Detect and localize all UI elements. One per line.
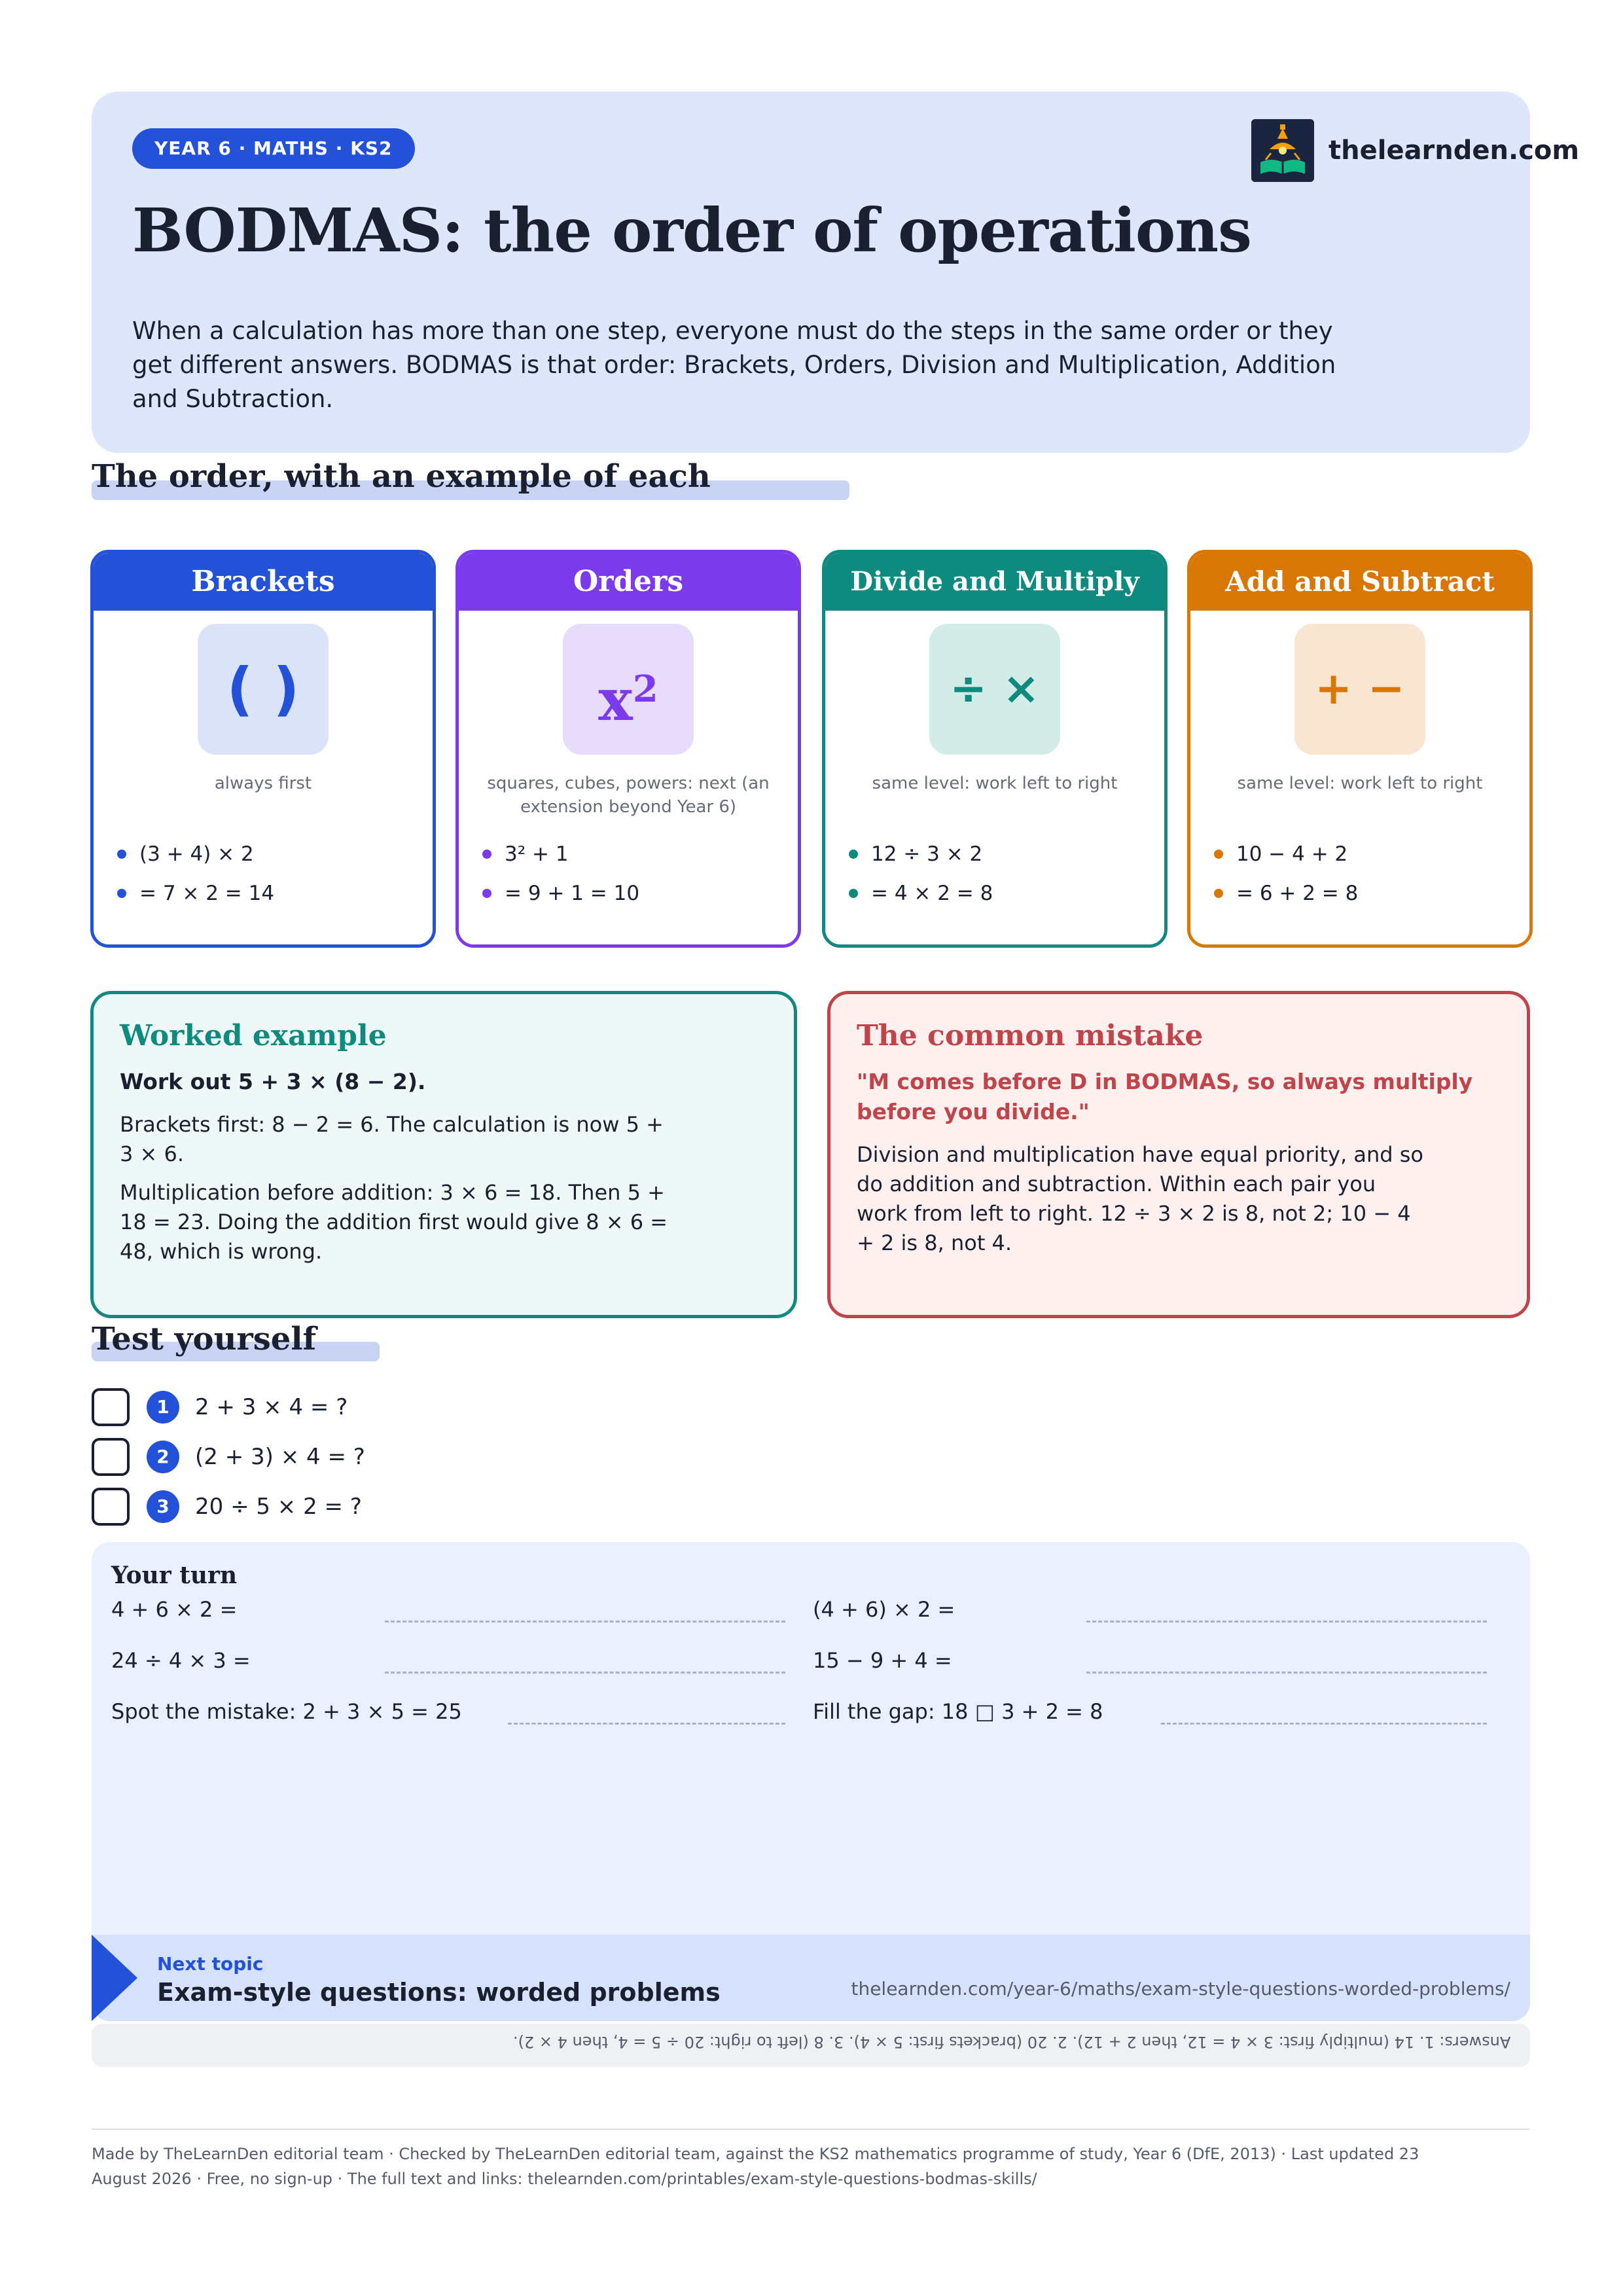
common-mistake-title: The common mistake <box>857 1019 1204 1052</box>
bullet-icon <box>1214 889 1223 898</box>
brand-name[interactable]: thelearnden.com <box>1329 135 1580 166</box>
header-panel <box>92 92 1580 453</box>
question-text: 20 ÷ 5 × 2 = ? <box>195 1494 362 1520</box>
footer-text: Made by TheLearnDen editorial team · Checked by TheLearnDen editorial team, against the KS2 mathematics programme of study, Year 6 (DfE, 2013) · Last updated 23 August 2026 · Free, no sign-up · The full text and links: thelearnden.com/printables/exam-style-questions-bodmas-skills/ <box>92 2145 1419 2188</box>
answer-line[interactable] <box>1161 1723 1487 1725</box>
card-note: squares, cubes, powers: next (an extension beyond Year 6) <box>487 774 770 817</box>
mistake-quote: "M comes before D in BODMAS, so always multiply before you divide." <box>857 1069 1473 1124</box>
page-title: BODMAS: the order of operations <box>132 195 1251 266</box>
your-turn-heading: Your turn <box>111 1562 238 1589</box>
answer-line[interactable] <box>385 1621 785 1623</box>
answer-line[interactable] <box>1086 1672 1487 1674</box>
next-topic-url[interactable]: thelearnden.com/year-6/maths/exam-style-questions-worded-problems/ <box>851 1978 1510 2000</box>
next-topic-banner[interactable] <box>92 1935 1530 2021</box>
answer-checkbox[interactable] <box>92 1488 130 1526</box>
order-section-heading: The order, with an example of each <box>92 458 711 495</box>
year-subject-badge: YEAR 6 · MATHS · KS2 <box>132 128 415 169</box>
question-text: (2 + 3) × 4 = ? <box>195 1444 365 1470</box>
lamp-book-logo-icon <box>1251 119 1314 182</box>
card-note: same level: work left to right <box>872 774 1118 793</box>
question-text: 2 + 3 × 4 = ? <box>195 1394 348 1420</box>
divide-multiply-icon: ÷ × <box>929 624 1060 755</box>
question-row <box>92 1487 362 1526</box>
footer-divider <box>92 2128 1530 2130</box>
answer-line[interactable] <box>1086 1621 1487 1623</box>
worked-example-title: Worked example <box>120 1019 387 1052</box>
list-item: = 7 × 2 = 14 <box>117 874 433 913</box>
brackets-icon: ( ) <box>198 624 329 755</box>
answer-line[interactable] <box>385 1672 785 1674</box>
list-item: 3² + 1 <box>482 834 798 874</box>
list-item: 12 ÷ 3 × 2 <box>849 834 1164 874</box>
worked-step-2: Multiplication before addition: 3 × 6 = 18. Then 5 + 18 = 23. Doing the addition first would give 8 × 6 = 48, which is wrong. <box>120 1180 668 1264</box>
card-divide-multiply <box>822 550 1168 948</box>
question-number: 1 <box>147 1391 179 1424</box>
card-title: Brackets <box>94 553 433 611</box>
arrow-right-icon <box>92 1935 137 2021</box>
intro-text: When a calculation has more than one step, everyone must do the steps in the same order or they get different answers. BODMAS is that order: Brackets, Orders, Division and Multiplication, Addition and Subtraction. <box>132 317 1336 413</box>
common-mistake-box <box>827 991 1530 1318</box>
bullet-icon <box>849 889 858 898</box>
bullet-icon <box>117 889 126 898</box>
question-row <box>92 1437 365 1477</box>
list-item: (3 + 4) × 2 <box>117 834 433 874</box>
bullet-icon <box>1214 850 1223 859</box>
exercise-item: Spot the mistake: 2 + 3 × 5 = 25 <box>111 1699 462 1724</box>
exercise-item: 15 − 9 + 4 = <box>813 1648 952 1673</box>
next-topic-title[interactable]: Exam-style questions: worded problems <box>157 1978 721 2007</box>
power-icon: $x^2$ <box>563 624 694 755</box>
answer-line[interactable] <box>508 1723 785 1725</box>
answers-text: Answers: 1. 14 (multiply first: 3 × 4 = 12, then 2 + 12). 2. 20 (brackets first: 5 × 4). 3. 8 (left to right: 20 ÷ 5 = 4, then 4 × 2). <box>512 2033 1510 2051</box>
list-item: = 4 × 2 = 8 <box>849 874 1164 913</box>
example-list <box>117 834 433 913</box>
exercise-item: 4 + 6 × 2 = <box>111 1597 238 1622</box>
example-list <box>849 834 1164 913</box>
your-turn-panel <box>92 1542 1530 1935</box>
plus-minus-icon: + − <box>1294 624 1425 755</box>
card-note: always first <box>214 774 312 793</box>
card-title: Add and Subtract <box>1190 553 1529 611</box>
card-brackets <box>90 550 436 948</box>
card-title: Orders <box>459 553 798 611</box>
question-number: 3 <box>147 1490 179 1523</box>
mistake-explanation: Division and multiplication have equal priority, and so do addition and subtraction. Within each pair you work from left to right. 12 ÷ 3 × 2 is 8, not 2; 10 − 4 + 2 is 8, not 4. <box>857 1142 1423 1255</box>
bullet-icon <box>482 889 491 898</box>
example-list <box>482 834 798 913</box>
exercise-item: 24 ÷ 4 × 3 = <box>111 1648 251 1673</box>
worked-example-box <box>90 991 797 1318</box>
worked-example-question: Work out 5 + 3 × (8 − 2). <box>120 1069 426 1094</box>
list-item: = 9 + 1 = 10 <box>482 874 798 913</box>
test-yourself-heading: Test yourself <box>92 1321 317 1357</box>
bullet-icon <box>482 850 491 859</box>
answers-strip <box>92 2024 1530 2067</box>
card-note: same level: work left to right <box>1237 774 1483 793</box>
card-add-subtract <box>1187 550 1533 948</box>
list-item: = 6 + 2 = 8 <box>1214 874 1529 913</box>
question-number: 2 <box>147 1441 179 1473</box>
exercise-item: Fill the gap: 18 □ 3 + 2 = 8 <box>813 1699 1103 1724</box>
exercise-item: (4 + 6) × 2 = <box>813 1597 955 1622</box>
example-list <box>1214 834 1529 913</box>
card-orders <box>455 550 801 948</box>
answer-checkbox[interactable] <box>92 1388 130 1426</box>
answer-checkbox[interactable] <box>92 1438 130 1476</box>
bullet-icon <box>849 850 858 859</box>
worked-step-1: Brackets first: 8 − 2 = 6. The calculation is now 5 + 3 × 6. <box>120 1112 664 1166</box>
next-topic-label: Next topic <box>157 1953 264 1975</box>
card-title: Divide and Multiply <box>825 553 1164 611</box>
brand[interactable] <box>1251 119 1579 182</box>
bullet-icon <box>117 850 126 859</box>
list-item: 10 − 4 + 2 <box>1214 834 1529 874</box>
question-row <box>92 1388 348 1427</box>
